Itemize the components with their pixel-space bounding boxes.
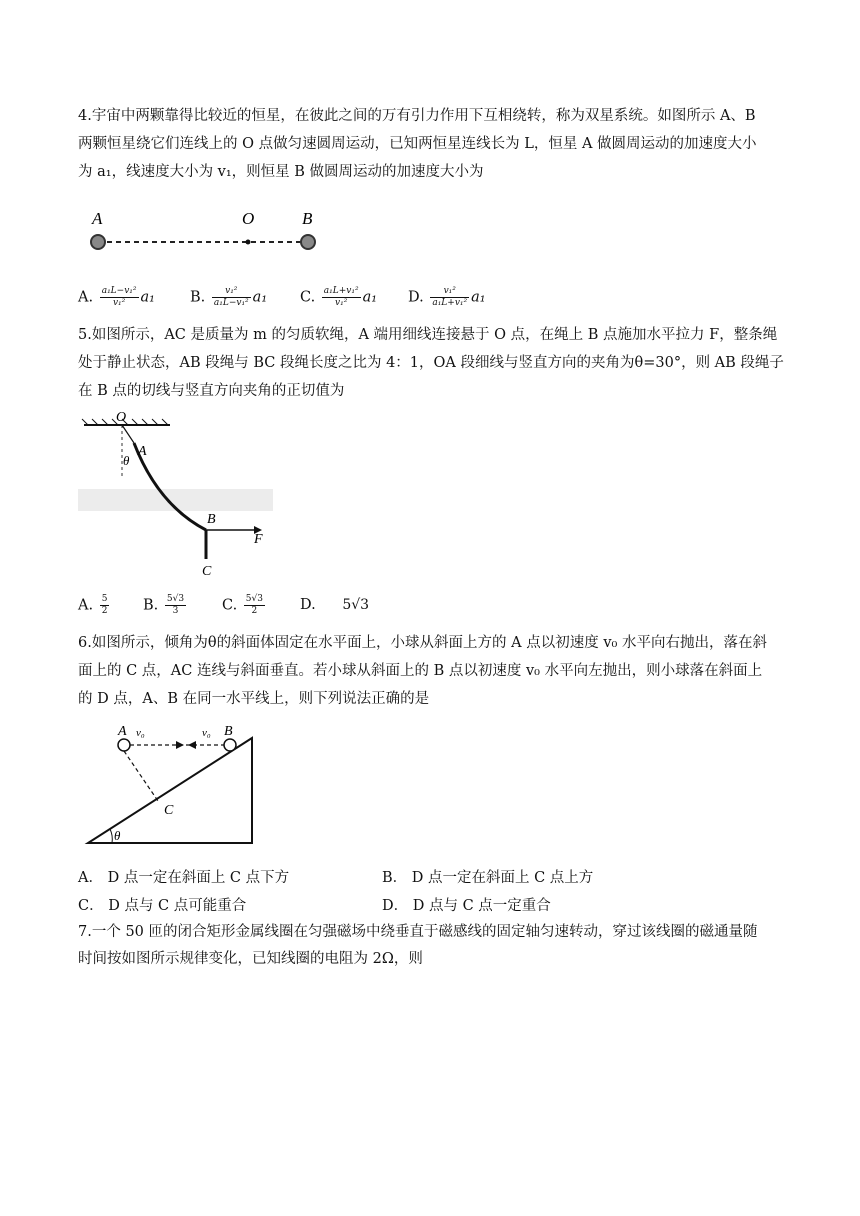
label-o: O (242, 209, 255, 228)
q6-line-2: 面上的 C 点，AC 连线与斜面垂直。若小球从斜面上的 B 点以初速度 v₀ 水平向左抛出，则小球落在斜面上 (78, 663, 763, 679)
q6-option-c[interactable]: C． D 点与 C 点可能重合 (78, 898, 247, 914)
q5-option-c[interactable]: C. $\frac{5√3}{2}$ (222, 594, 263, 616)
label-a: A (92, 209, 103, 228)
q5-option-a[interactable]: A. $\frac{5}{2}$ (78, 594, 108, 616)
q5-line-1: 5.如图所示，AC 是质量为 m 的匀质软绳，A 端用细线连接悬于 O 点，在绳上 B 点施加水平拉力 F，整条绳 (78, 327, 778, 343)
svg-text:v₀: v₀ (202, 727, 211, 739)
q6-line-3: 的 D 点，A、B 在同一水平线上，则下列说法正确的是 (78, 691, 430, 707)
q5-line-2: 处于静止状态，AB 段绳与 BC 段绳长度之比为 4：1，OA 段细线与竖直方向的夹角为θ=30°，则 AB 段绳子 (78, 355, 784, 371)
ball-a (118, 739, 130, 751)
q4-option-d[interactable]: D. $\frac{\text{v₁²}}{\text{a₁L+v₁²}}$ a₁ (408, 286, 486, 308)
svg-text:v₀: v₀ (136, 727, 145, 739)
incline (88, 738, 252, 843)
star-b (301, 235, 315, 249)
svg-text:O: O (116, 410, 127, 425)
q7-line-2: 时间按如图所示规律变化，已知线圈的电阻为 2Ω，则 (78, 951, 423, 967)
fraction: $\frac{\text{v₁²}}{\text{a₁L+v₁²}}$ (432, 286, 468, 308)
svg-text:A: A (138, 444, 147, 459)
svg-text:θ: θ (114, 828, 121, 843)
ball-b (224, 739, 236, 751)
star-a (91, 235, 105, 249)
q4-option-a[interactable]: A. $\frac{\text{a₁L−v₁²}}{\text{v₁²}}$ a₁ (78, 286, 155, 308)
rope-figure (78, 405, 278, 585)
svg-text:θ: θ (123, 453, 130, 468)
q4-line-3: 为 a₁，线速度大小为 v₁，则恒星 B 做圆周运动的加速度大小为 (78, 164, 484, 180)
center-o (246, 240, 251, 245)
q4-option-b[interactable]: B. $\frac{\text{v₁²}}{\text{a₁L−v₁²}}$ a₁ (190, 286, 268, 308)
incline-figure (84, 718, 274, 853)
q6-option-b[interactable]: B． D 点一定在斜面上 C 点上方 (382, 870, 594, 886)
q5-option-d[interactable]: D. 5√3 (300, 597, 370, 613)
q6-option-a[interactable]: A． D 点一定在斜面上 C 点下方 (78, 870, 290, 886)
q6-line-1: 6.如图所示，倾角为θ的斜面体固定在水平面上，小球从斜面上方的 A 点以初速度 v₀ 水平向右抛出，落在斜 (78, 635, 767, 651)
fraction: $\frac{\text{a₁L+v₁²}}{\text{v₁²}}$ (323, 286, 359, 308)
svg-text:C: C (202, 564, 212, 579)
svg-text:F: F (254, 532, 263, 547)
q4-option-c[interactable]: C. $\frac{\text{a₁L+v₁²}}{\text{v₁²}}$ a₁ (300, 286, 378, 308)
fraction: $\frac{\text{v₁²}}{\text{a₁L−v₁²}}$ (213, 286, 249, 308)
q6-option-d[interactable]: D． D 点与 C 点一定重合 (382, 898, 551, 914)
q4-line-1: 4.宇宙中两颗靠得比较近的恒星，在彼此之间的万有引力作用下互相绕转，称为双星系统。如图所示 A、B (78, 108, 756, 124)
q5-option-b[interactable]: B. $\frac{5√3}{3}$ (143, 594, 185, 616)
svg-text:B: B (207, 512, 216, 527)
label-b: B (302, 209, 313, 228)
svg-text:A: A (118, 724, 127, 739)
svg-text:C: C (164, 803, 174, 818)
q4-line-2: 两颗恒星绕它们连线上的 O 点做匀速圆周运动，已知两恒星连线长为 L，恒星 A 做圆周运动的加速度大小 (78, 136, 757, 152)
svg-text:B: B (224, 724, 233, 739)
binary-star-figure (80, 200, 330, 260)
q7-line-1: 7.一个 50 匝的闭合矩形金属线圈在匀强磁场中绕垂直于磁感线的固定轴匀速转动，穿过该线圈的磁通量随 (78, 924, 758, 940)
fraction: $\frac{\text{a₁L−v₁²}}{\text{v₁²}}$ (101, 286, 137, 308)
q5-line-3: 在 B 点的切线与竖直方向夹角的正切值为 (78, 383, 345, 399)
